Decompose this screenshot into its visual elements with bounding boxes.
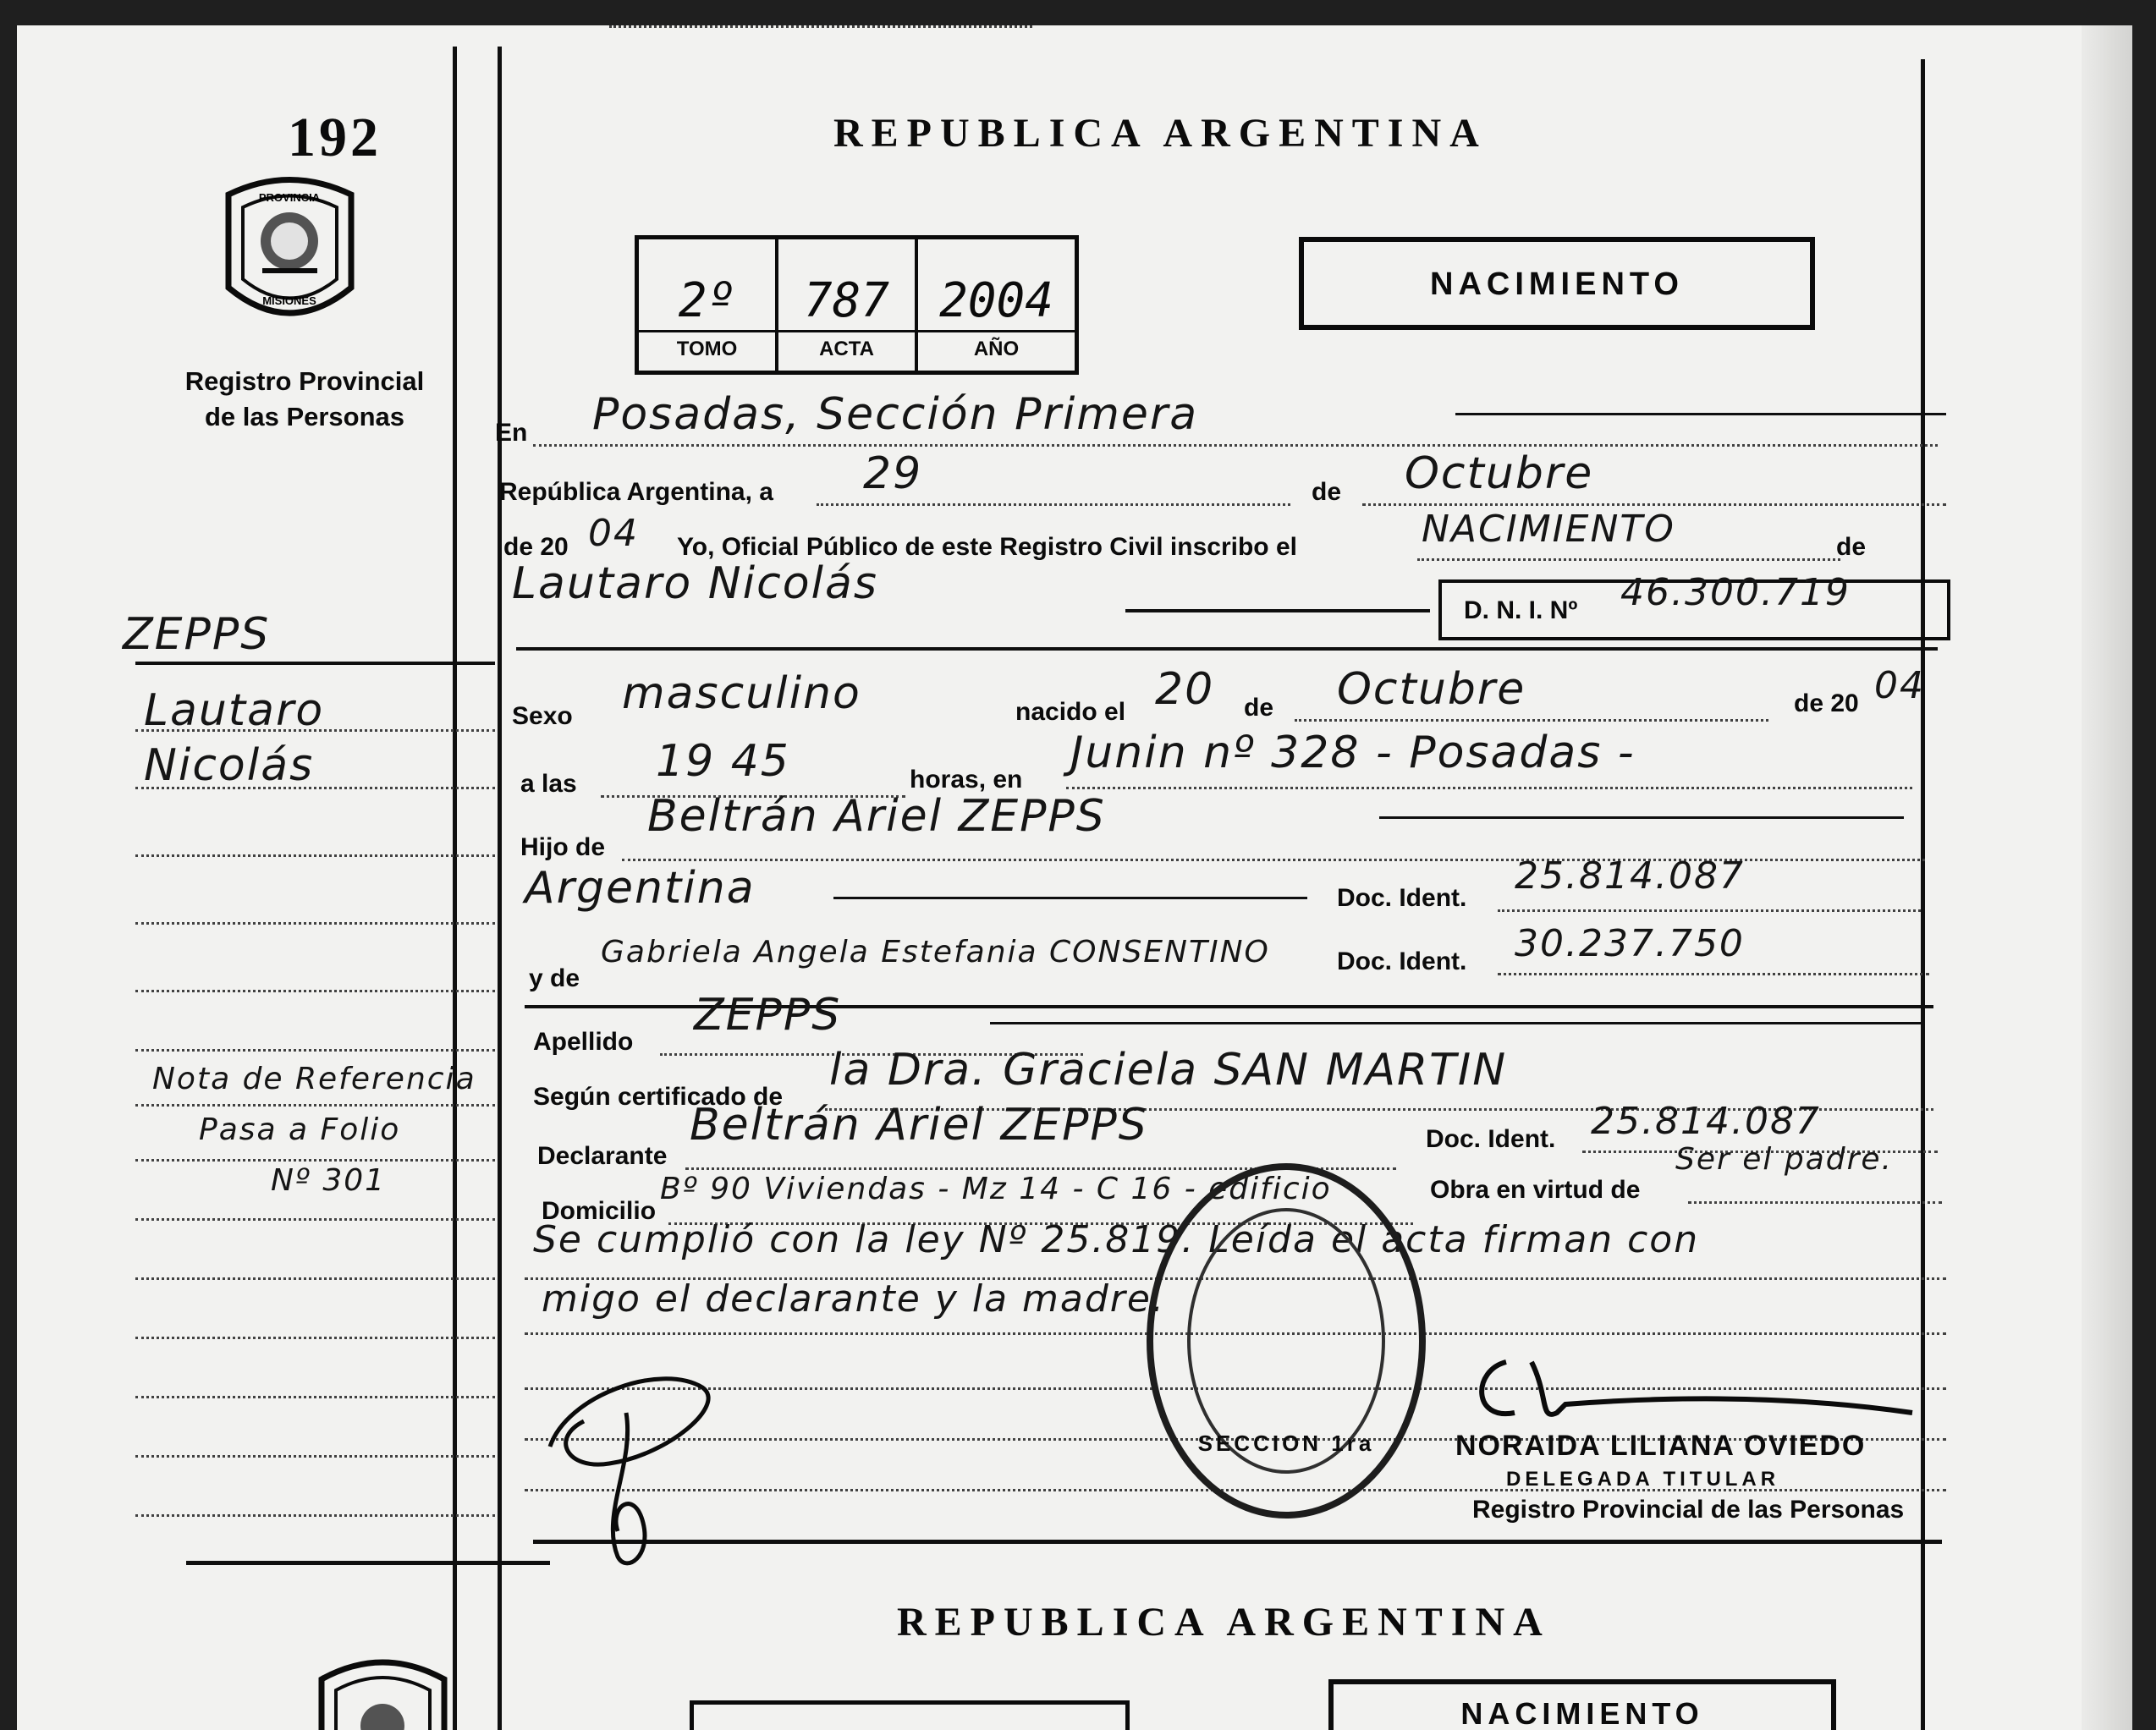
- folio-number: 192: [288, 107, 382, 168]
- margin-line-14: [135, 1514, 495, 1517]
- registry-label: [144, 364, 465, 435]
- margin-line-3: [135, 854, 495, 857]
- signatory-role: DELEGADA TITULAR: [1506, 1468, 1780, 1491]
- obra-label: Obra en virtud de: [1430, 1176, 1641, 1204]
- right-frame-line: [1921, 59, 1925, 1730]
- declarante-label: Declarante: [537, 1142, 668, 1170]
- hijo-de-label: Hijo de: [520, 833, 606, 861]
- y-de-label: y de: [529, 964, 580, 992]
- place-value: Posadas, Sección Primera: [592, 389, 1199, 440]
- father-nationality-value: Argentina: [525, 863, 756, 914]
- domicilio-label: Domicilio: [542, 1197, 657, 1225]
- segun-certificado-label: Según certificado de: [533, 1083, 784, 1111]
- birth-certificate-sheet: [17, 25, 2132, 1730]
- stamp-text: SECCION 1ra: [1197, 1431, 1375, 1456]
- declarante-value: Beltrán Ariel ZEPPS: [690, 1100, 1148, 1151]
- margin-line-10: [135, 1277, 495, 1280]
- place-line: [533, 444, 1938, 447]
- nacido-label: nacido el: [1015, 698, 1126, 726]
- official-stamp: [1147, 1163, 1426, 1519]
- de-label-3: de: [1244, 694, 1274, 722]
- acta-label: ACTA: [778, 330, 915, 365]
- margin-line-5: [135, 990, 495, 992]
- sexo-label: Sexo: [512, 702, 573, 730]
- next-record-reference-table: [690, 1700, 1130, 1730]
- father-doc-value: 25.814.087: [1515, 854, 1745, 898]
- next-record-type-box: NACIMIENTO: [1328, 1679, 1836, 1730]
- de20-label-2: de 20: [1794, 689, 1859, 717]
- reference-table: [635, 235, 1079, 375]
- apellido-value: ZEPPS: [694, 990, 842, 1041]
- father-value: Beltrán Ariel ZEPPS: [647, 791, 1106, 842]
- apellido-strike: [990, 1022, 1921, 1024]
- margin-line-12: [135, 1396, 495, 1398]
- yo-oficial-label: Yo, Oficial Público de este Registro Civil inscribo el: [677, 533, 1297, 561]
- margin-divider-line: [453, 47, 457, 1730]
- note-line-2-value: migo el declarante y la madre.: [542, 1277, 1165, 1321]
- declarant-signature-icon: [533, 1311, 745, 1582]
- obra-value: Ser el padre.: [1675, 1142, 1893, 1177]
- official-signature-icon: [1455, 1345, 1929, 1438]
- registry-label-line-2: de las Personas: [204, 402, 405, 431]
- tomo-label: TOMO: [639, 330, 775, 365]
- a-las-label: a las: [520, 770, 577, 798]
- margin-line-2: [135, 787, 495, 789]
- day-line: [817, 503, 1290, 506]
- anio-cell: [918, 239, 1075, 371]
- margin-line-7: [135, 1104, 495, 1107]
- place-strike: [1455, 413, 1946, 415]
- svg-text:PROVINCIA: PROVINCIA: [258, 191, 321, 204]
- hour-value: 19 45: [656, 736, 790, 787]
- father-doc-label: Doc. Ident.: [1337, 884, 1467, 912]
- next-record-seal-icon: [309, 1650, 457, 1730]
- day-value: 29: [863, 448, 923, 499]
- document-title: REPUBLICA ARGENTINA: [833, 111, 1488, 156]
- dni-value: 46.300.719: [1620, 571, 1851, 614]
- note-line-1-value: Se cumplió con la ley Nº 25.819. Leída el acta firman con: [533, 1218, 1700, 1261]
- de20-label: de 20: [503, 533, 569, 561]
- svg-text:MISIONES: MISIONES: [262, 294, 316, 307]
- record-type-box: NACIMIENTO: [1299, 237, 1815, 330]
- left-frame-line: [498, 47, 502, 1730]
- child-name-value: Lautaro Nicolás: [512, 558, 878, 609]
- sexo-line: [609, 25, 1032, 28]
- republica-label: República Argentina, a: [499, 478, 773, 506]
- registry-label-line-1: Registro Provincial: [184, 366, 425, 396]
- margin-line-9: [135, 1218, 495, 1221]
- month-line: [1362, 503, 1946, 506]
- declarante-doc-value: 25.814.087: [1591, 1100, 1821, 1143]
- inscribo-line: [1417, 558, 1840, 561]
- margin-note1-value: Nota de Referencia: [152, 1062, 476, 1096]
- margin-line-4: [135, 922, 495, 925]
- margin-given1-value: Lautaro: [144, 685, 325, 736]
- de-label: de: [1312, 478, 1342, 506]
- tomo-value: 2º: [678, 273, 736, 328]
- de-label-2: de: [1836, 533, 1867, 561]
- en-label: En: [495, 419, 528, 447]
- year-suffix-value: 04: [588, 512, 639, 555]
- margin-bottom-rule: [186, 1561, 550, 1565]
- acta-cell: [778, 239, 918, 371]
- horas-label: horas, en: [910, 766, 1023, 794]
- sheet-shadow: [2082, 25, 2132, 1730]
- dni-label: D. N. I. Nº: [1464, 596, 1578, 624]
- obra-line: [1688, 1201, 1942, 1204]
- apellido-label: Apellido: [533, 1028, 634, 1056]
- father-doc-line: [1498, 909, 1921, 912]
- margin-line-13: [135, 1455, 495, 1458]
- mother-doc-label: Doc. Ident.: [1337, 947, 1467, 975]
- tomo-cell: [639, 239, 778, 371]
- inscribo-value: NACIMIENTO: [1422, 508, 1675, 551]
- signatory-name: NORAIDA LILIANA OVIEDO: [1455, 1430, 1867, 1462]
- mother-value: Gabriela Angela Estefania CONSENTINO: [601, 935, 1270, 969]
- declarante-doc-label: Doc. Ident.: [1426, 1125, 1556, 1153]
- birth-month-line: [1295, 719, 1768, 722]
- birth-month-value: Octubre: [1337, 664, 1526, 715]
- margin-given2-value: Nicolás: [144, 740, 315, 791]
- domicilio-value: Bº 90 Viviendas - Mz 14 - C 16 - edificio: [660, 1172, 1332, 1206]
- certificado-value: la Dra. Graciela SAN MARTIN: [829, 1045, 1508, 1096]
- margin-line-1: [135, 729, 495, 732]
- sexo-value: masculino: [622, 668, 861, 719]
- month-value: Octubre: [1405, 448, 1594, 499]
- birth-day-value: 20: [1155, 664, 1215, 715]
- margin-surname-underline: [135, 662, 495, 665]
- birth-place-line: [1066, 787, 1912, 789]
- acta-value: 787: [803, 273, 890, 328]
- name-strike: [1125, 609, 1430, 612]
- anio-value: 2004: [939, 273, 1053, 328]
- signatory-registry: Registro Provincial de las Personas: [1472, 1496, 1905, 1524]
- birth-place-value: Junin nº 328 - Posadas -: [1070, 728, 1636, 778]
- margin-line-8: [135, 1159, 495, 1162]
- mother-doc-line: [1498, 973, 1929, 975]
- provincial-seal-icon: [216, 169, 364, 330]
- margin-line-11: [135, 1337, 495, 1339]
- margin-surname-value: ZEPPS: [123, 609, 271, 660]
- margin-note3-value: Nº 301: [271, 1163, 387, 1198]
- nationality-strike: [833, 897, 1307, 899]
- section-divider-1: [516, 647, 1938, 651]
- margin-line-6: [135, 1049, 495, 1052]
- father-strike: [1379, 816, 1904, 819]
- next-record-title: REPUBLICA ARGENTINA: [897, 1600, 1551, 1645]
- anio-label: AÑO: [918, 330, 1075, 365]
- birth-year-suffix-value: 04: [1874, 664, 1925, 707]
- margin-note2-value: Pasa a Folio: [199, 1112, 401, 1147]
- mother-doc-value: 30.237.750: [1515, 922, 1745, 965]
